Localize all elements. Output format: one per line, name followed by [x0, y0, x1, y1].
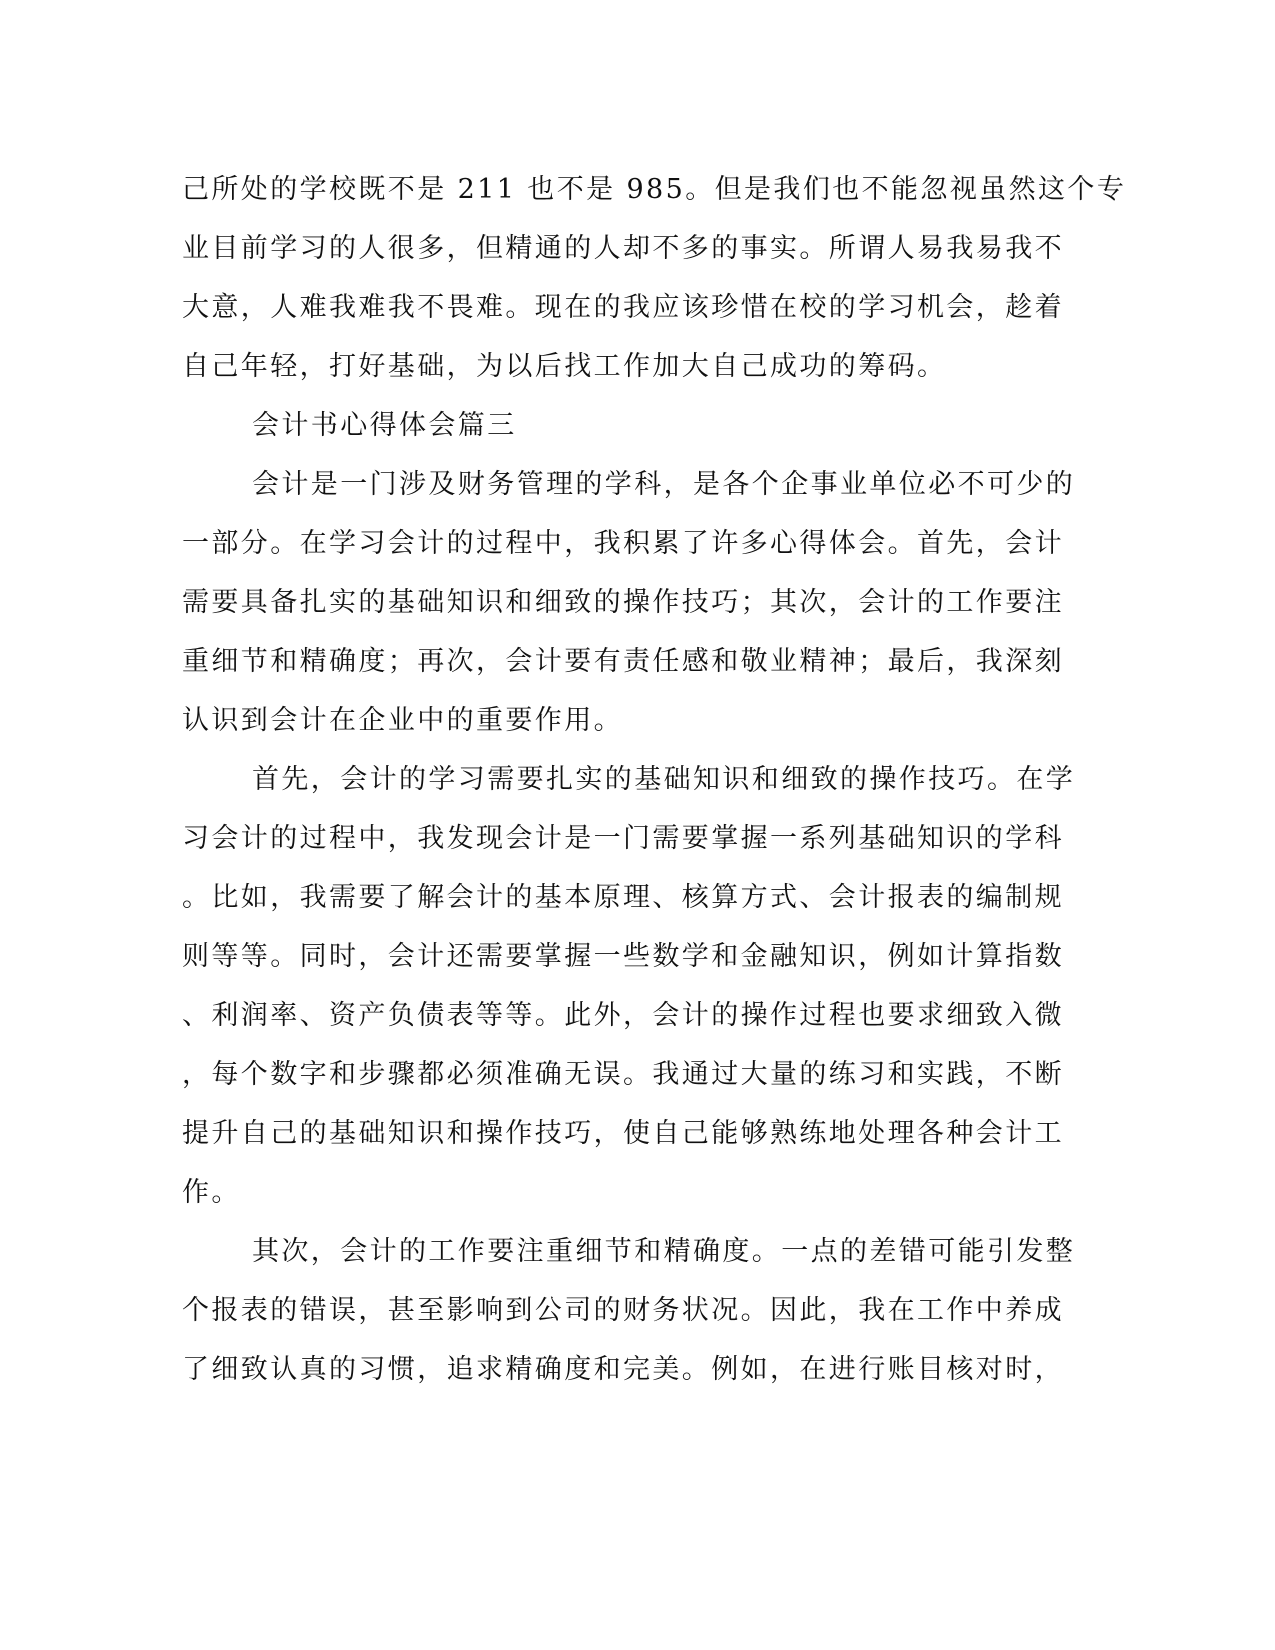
- text-line: 、利润率、资产负债表等等。此外，会计的操作过程也要求细致入微: [182, 1000, 1064, 1031]
- text-line: 认识到会计在企业中的重要作用。: [182, 705, 623, 736]
- document-body: [182, 160, 1127, 1399]
- text-line: 己所处的学校既不是 211 也不是 985。但是我们也不能忽视虽然这个专: [182, 174, 1127, 205]
- section-heading: 会计书心得体会篇三: [252, 410, 517, 441]
- text-line: 则等等。同时，会计还需要掌握一些数学和金融知识，例如计算指数: [182, 941, 1064, 972]
- text-line: 作。: [182, 1177, 241, 1208]
- text-line: ，每个数字和步骤都必须准确无误。我通过大量的练习和实践，不断: [182, 1059, 1064, 1090]
- text-line: 其次，会计的工作要注重细节和精确度。一点的差错可能引发整: [252, 1236, 1076, 1267]
- text-line: 会计是一门涉及财务管理的学科，是各个企事业单位必不可少的: [252, 469, 1076, 500]
- text-line: 习会计的过程中，我发现会计是一门需要掌握一系列基础知识的学科: [182, 823, 1064, 854]
- text-line: 需要具备扎实的基础知识和细致的操作技巧；其次，会计的工作要注: [182, 587, 1064, 618]
- text-line: 提升自己的基础知识和操作技巧，使自己能够熟练地处理各种会计工: [182, 1118, 1064, 1149]
- text-line: 业目前学习的人很多，但精通的人却不多的事实。所谓人易我易我不: [182, 233, 1064, 264]
- text-line: 大意，人难我难我不畏难。现在的我应该珍惜在校的学习机会，趁着: [182, 292, 1064, 323]
- text-line: 一部分。在学习会计的过程中，我积累了许多心得体会。首先，会计: [182, 528, 1064, 559]
- text-line: 个报表的错误，甚至影响到公司的财务状况。因此，我在工作中养成: [182, 1295, 1064, 1326]
- text-line: 。比如，我需要了解会计的基本原理、核算方式、会计报表的编制规: [182, 882, 1064, 913]
- text-line: 了细致认真的习惯，追求精确度和完美。例如，在进行账目核对时，: [182, 1354, 1064, 1385]
- text-line: 自己年轻，打好基础，为以后找工作加大自己成功的筹码。: [182, 351, 947, 382]
- text-line: 重细节和精确度；再次，会计要有责任感和敬业精神；最后，我深刻: [182, 646, 1064, 677]
- text-line: 首先，会计的学习需要扎实的基础知识和细致的操作技巧。在学: [252, 764, 1076, 795]
